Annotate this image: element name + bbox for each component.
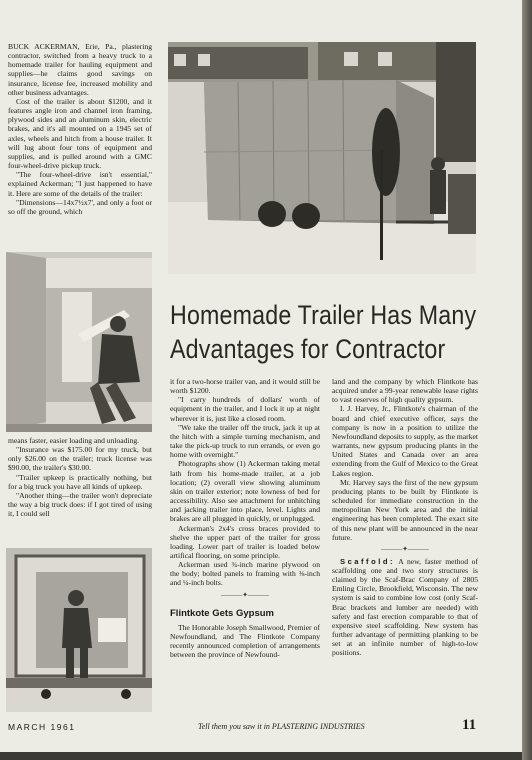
- dimensions-paragraph: "Dimensions—14x7½x7', and only a foot or so off the ground, which: [8, 197, 152, 216]
- page-binding-edge: [522, 0, 532, 760]
- cost-paragraph: Cost of the trailer is about $1200, and it features angle iron and channel iron framing, plywood sides and an aluminum skin, electric brakes, and it's all mounted on a 1945 set of axles, wheels and hitch from a house trailer. It will lug about four tons of equipment and supplies, and is pulled around with a GMC four-wheel-drive pickup truck.: [8, 96, 152, 171]
- left-column-top: [8, 42, 152, 216]
- four-wheel-paragraph: "The four-wheel-drive isn't essential," explained Ackerman; "I just happened to have it. Here are some of the details of the trailer:: [8, 170, 152, 198]
- left-column-middle: [8, 436, 152, 518]
- insurance-paragraph: "Insurance was $175.00 for my truck, but only $26.00 on the trailer; truck license was $90.00, the trailer's $30.00.: [8, 445, 152, 473]
- footer-tagline: Tell them you saw it in PLASTERING INDUSTRIES: [198, 722, 365, 731]
- trailer-exterior-photo: [168, 42, 476, 274]
- headline-line-2: Advantages for Contractor: [170, 334, 446, 364]
- loading-paragraph: means faster, easier loading and unloading.: [8, 436, 140, 445]
- trailer-interior-photo: [6, 548, 152, 712]
- intro-paragraph: BUCK ACKERMAN, Erie, Pa., plastering contractor, switched from a heavy truck to a homemade trailer for hauling equipment and supplies—he claims good savings on insurance, license fee, increased mobility and other business advantages.: [8, 42, 152, 97]
- plant-paragraph: Mr. Harvey says the first of the new gypsum producing plants to be built by Flintkote is scheduled for immediate construction in the metropolitan New York area and the initial engineering has been completed. The exact site of this new plant will be announced in the near future.: [332, 477, 478, 542]
- ackerman-lath-photo: [6, 252, 152, 432]
- section-divider: ———✦———: [221, 590, 269, 599]
- scaffold-lead: Scaffold:: [340, 556, 395, 566]
- gypsum-subhead: Flintkote Gets Gypsum: [170, 607, 274, 619]
- gypsum-paragraph: The Honorable Joseph Smallwood, Premier of Newfoundland, and The Flintkote Company recently announced completion of arrangements between the province of Newfound-: [170, 622, 320, 660]
- upkeep-paragraph: "Trailer upkeep is practically nothing, but for a big truck you have all kinds of upkeep.: [8, 472, 152, 491]
- photographs-paragraph: Photographs show (1) Ackerman taking metal lath from his home-made trailer, at a job location; (2) overall view showing aluminum skin on trailer exterior; note lowness of bed for accessibility. Also see attachment for unhitching and jacking trailer into place, level. Lights and brakes are all plugged in quickly, or unplugged.: [170, 459, 320, 524]
- section-divider-right: ———✦———: [381, 544, 429, 553]
- footer-date: MARCH 1961: [8, 722, 76, 732]
- page-number: 11: [462, 717, 477, 733]
- unhitch-paragraph: "We take the trailer off the truck, jack it up at the hitch with a simple turning mechanism, and take the pick-up truck to run errands, or even go home with overnight.": [170, 422, 320, 460]
- article-headline: [170, 298, 477, 366]
- van-paragraph: it for a two-horse trailer van, and it would still be worth $1200.: [170, 377, 320, 396]
- plywood-paragraph: Ackerman used ¾-inch marine plywood on the body; bolted panels to framing with ⅜-inch and ¼-inch bolts.: [170, 560, 320, 588]
- scaffold-paragraph: [332, 557, 478, 658]
- headline-line-1: Homemade Trailer Has Many: [170, 300, 477, 330]
- scaffold-text: A new, faster method of scaffolding one and two story structures is claimed by the Scaf-Brac Company of 2805 Emling Circle, Brookfield, Wisconsin. The new system is said to combine low cost (only Scaf-Brac brackets and lumber are needed) with safety and fast erection comparable to that of expensive steel scaffolding. New system has further advantage of permitting planking to be set at an infinite number of high-to-low positions.: [332, 556, 478, 658]
- right-column: [332, 377, 478, 658]
- lease-paragraph: land and the company by which Flintkote has acquired under a 99-year renewable lease rights to vast reserves of high quality gypsum.: [332, 377, 478, 405]
- braces-paragraph: Ackerman's 2x4's cross braces provided to shelve the upper part of the trailer for gross loading. Lower part of trailer is loaded below artifical flooring, on some principle.: [170, 523, 320, 560]
- depreciation-paragraph: "Another thing—the trailer won't depreciate the way a big truck does: if I got tired of using it, I could sell: [8, 490, 152, 519]
- middle-column: [170, 377, 320, 659]
- harvey-paragraph: I. J. Harvey, Jr., Flintkote's chairman of the board and chief executive officer, says the company is now in a position to utilize the Newfoundland deposits to supply, as the market warrants, new gypsum producing plants in the United States and Canada over an area extending from the Gulf of Mexico to the Great Lakes region.: [332, 404, 478, 478]
- equipment-paragraph: "I carry hundreds of dollars' worth of equipment in the trailer, and I lock it up at night wherever it is, just like a closed room.: [170, 395, 320, 423]
